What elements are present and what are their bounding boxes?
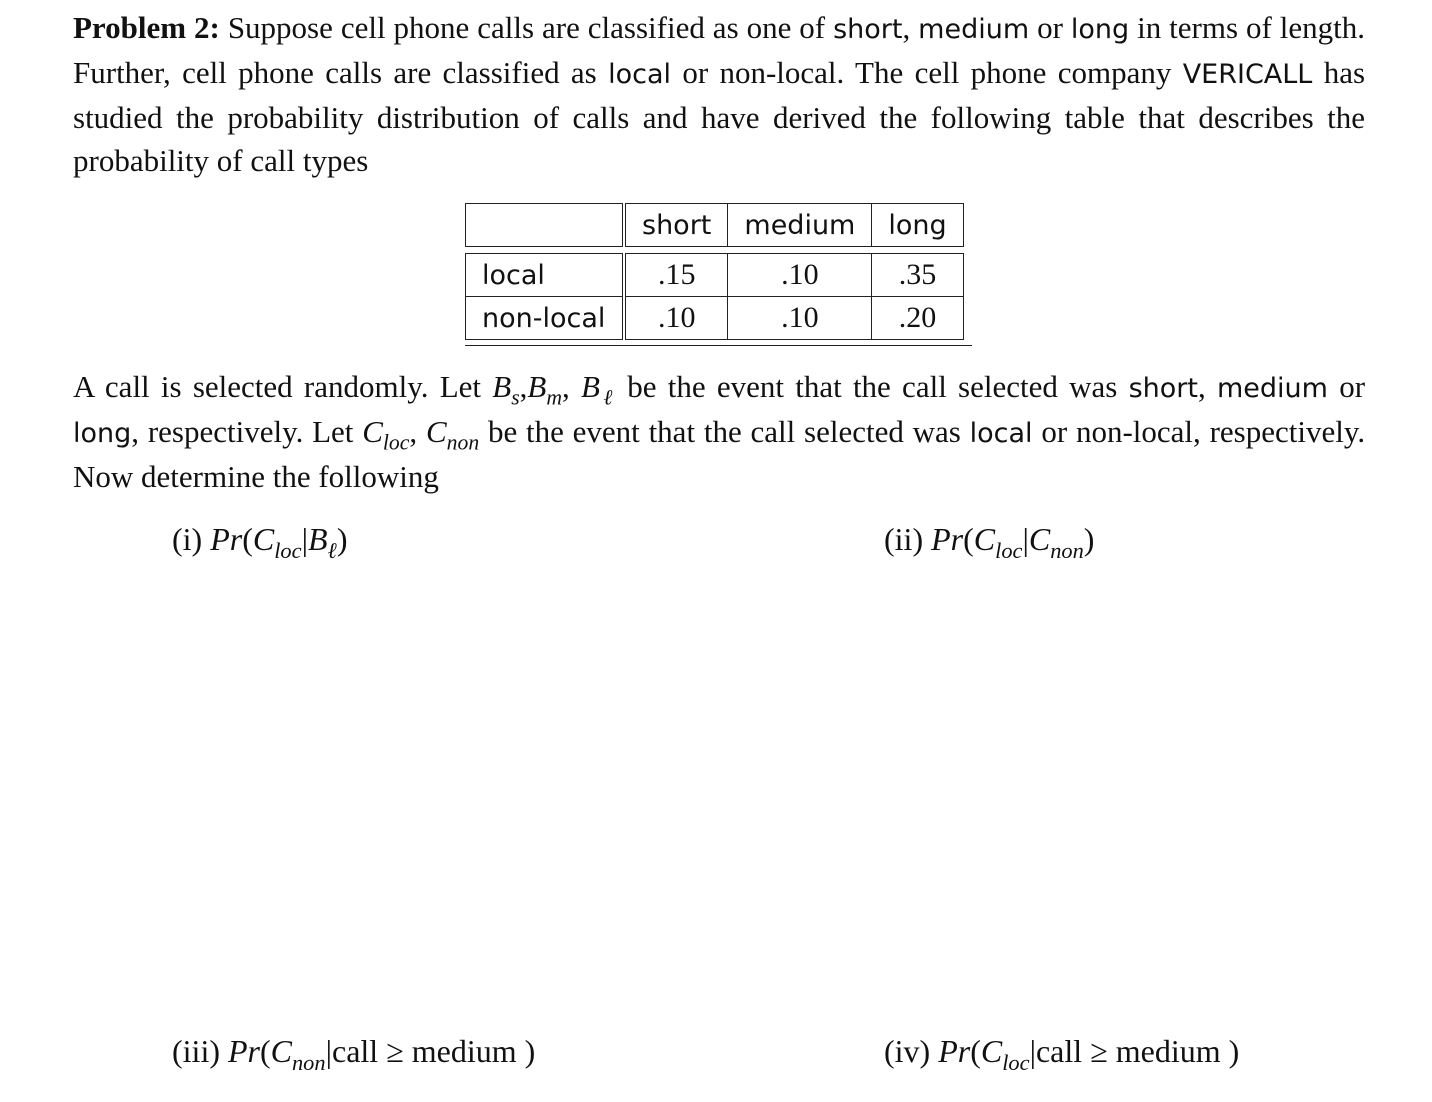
table-row [466,297,964,340]
table-header-row [466,204,964,247]
table-cell: .35 [872,254,963,297]
table-cell: .10 [728,254,872,297]
problem-label: Problem 2: [73,10,220,45]
table-cell: .10 [728,297,872,340]
column-header-medium: medium [728,204,872,247]
table-cell: .10 [624,297,728,340]
column-header-short: short [624,204,728,247]
question-iii: (iii) $Pr(C_{non}|call$ ≥ medium ) [172,1033,536,1075]
question-iv: (iv) $Pr(C_{loc}|call$ ≥ medium ) [884,1033,1240,1075]
table-corner-cell [466,204,625,247]
term-long: long [1070,14,1130,45]
company-name: VERICALL [1182,59,1313,90]
row-header-local: local [466,254,625,297]
term-short: short [833,14,903,45]
term-local: local [608,59,671,90]
question-ii: (ii) $Pr(C_{loc}|C_{non})$ [884,521,1095,563]
probability-table [465,203,964,340]
column-header-long: long [872,204,963,247]
table-cell: .20 [872,297,963,340]
row-header-non-local: non-local [466,297,625,340]
table-cell: .15 [624,254,728,297]
table-row [466,254,964,297]
table-bottom-rule [465,345,972,346]
event-definitions: A call is selected randomly. Let $B_s,B_m$, $B_\ell$ be the event that the call selected was short, medium or long, respectively. Let $C_{loc}$, $C_{non}$ be the event that the call selected was local or non-local, respectively. Now determine the following [73,369,1366,494]
problem-statement: Problem 2: Suppose cell phone calls are classified as one of short, medium or long in terms of length. Further, cell phone calls are classified as local or non-local. The cell phone company VERICALL has studied the probability distribution of calls and have derived the following table that describes the probability of call types [73,10,1366,178]
term-medium: medium [918,14,1030,45]
question-i: (i) $Pr(C_{loc}|B_\ell)$ [172,521,348,563]
